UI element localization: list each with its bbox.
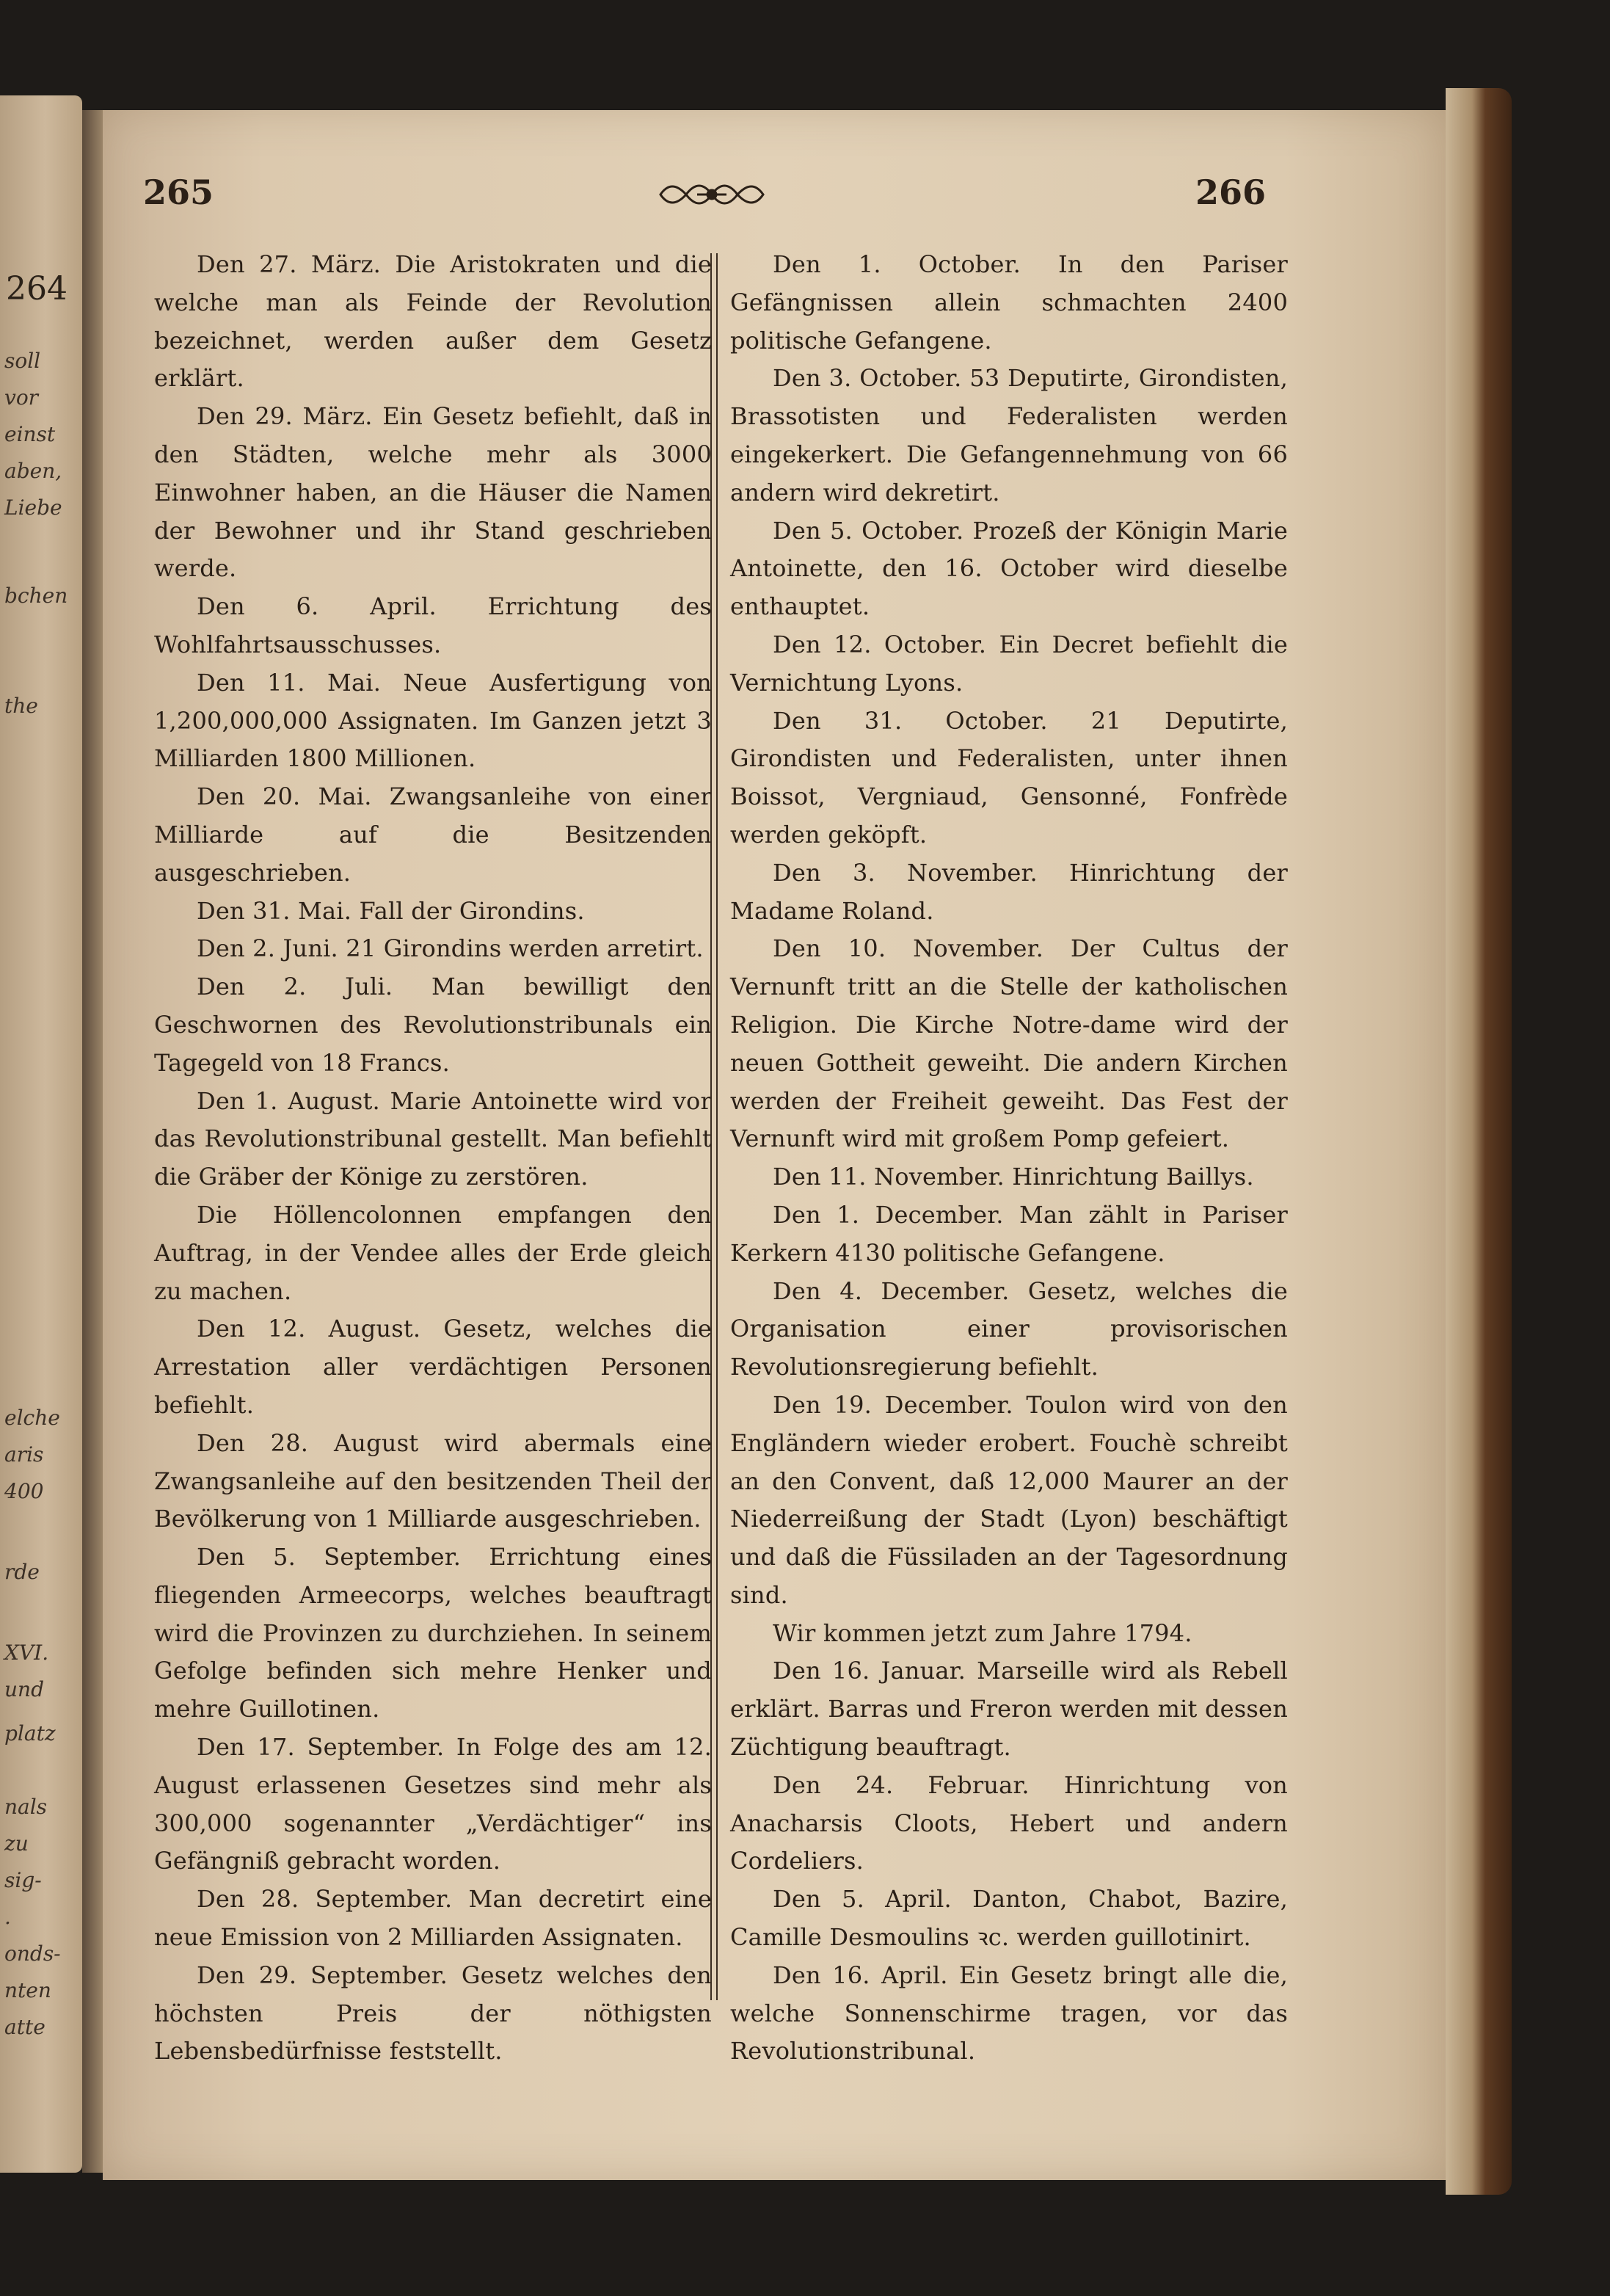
chronicle-entry: Die Höllencolonnen empfangen den Auftrag, in der Vendee alles der Erde gleich zu machen. [154, 1200, 712, 1305]
chronicle-entry: Den 12. October. Ein Decret befiehlt die Vernichtung Lyons. [730, 630, 1288, 697]
book-gutter [82, 110, 103, 2173]
previous-page-fragment: einst [4, 422, 56, 446]
page-header [143, 172, 1266, 231]
previous-page-fragment: nals [4, 1795, 48, 1819]
previous-page-fragment: XVI. [4, 1641, 49, 1665]
column-divider [710, 253, 718, 2000]
previous-page-fragment: rde [4, 1560, 40, 1584]
previous-page-fragment: nten [4, 1978, 51, 2002]
left-page-number: 265 [143, 172, 214, 212]
chronicle-entry: Den 1. December. Man zählt in Pariser Kerkern 4130 politische Gefangene. [730, 1200, 1288, 1267]
chronicle-entry: Den 11. Mai. Neue Ausfertigung von 1,200,000,000 Assignaten. Im Ganzen jetzt 3 Milliarden 1800 Millionen. [154, 668, 712, 773]
right-page-number: 266 [1195, 172, 1266, 212]
previous-page-fragment: elche [4, 1406, 60, 1430]
book-cover-edge [1446, 88, 1512, 2195]
chronicle-entry: Den 12. August. Gesetz, welches die Arrestation aller verdächtigen Personen befiehlt. [154, 1315, 712, 1419]
chronicle-entry: Den 28. August wird abermals eine Zwangsanleihe auf den besitzenden Theil der Bevölkerung von 1 Milliarde ausgeschrieben. [154, 1428, 712, 1533]
previous-page-fragment: the [4, 694, 38, 718]
previous-page-fragment: soll [4, 349, 41, 373]
chronicle-entry: Den 17. September. In Folge des am 12. August erlassenen Gesetzes sind mehr als 300,000 sogenannter „Verdächtiger“ ins Gefängniß gebracht worden. [154, 1733, 712, 1875]
chronicle-entry: Den 19. December. Toulon wird von den Engländern wieder erobert. Fouchè schreibt an den Convent, daß 12,000 Maurer an der Niederreißung der Stadt (Lyon) beschäftigt und daß die Füssiladen an der Tagesordnung sind. [730, 1390, 1288, 1609]
chronicle-entry: Den 5. April. Danton, Chabot, Bazire, Camille Desmoulins ꝛc. werden guillotinirt. [730, 1885, 1288, 1952]
chronicle-entry: Den 2. Juni. 21 Girondins werden arretirt. [197, 934, 704, 963]
chronicle-entry: Den 27. März. Die Aristokraten und die welche man als Feinde der Revolution bezeichnet, werden außer dem Gesetz erklärt. [154, 250, 712, 393]
previous-page-fragment: sig- [4, 1868, 42, 1892]
chronicle-entry: Den 6. April. Errichtung des Wohlfahrtsausschusses. [154, 592, 712, 658]
chronicle-entry: Den 11. November. Hinrichtung Baillys. [773, 1163, 1254, 1191]
previous-page-fragment: zu [4, 1831, 29, 1856]
previous-page-fragment: 400 [4, 1479, 44, 1503]
chronicle-entry: Den 5. September. Errichtung eines fliegenden Armeecorps, welches beauftragt wird die Provinzen zu durchziehen. In seinem Gefolge befinden sich mehre Henker und mehre Guillotinen. [154, 1543, 712, 1723]
chronicle-entry: Den 31. October. 21 Deputirte, Girondisten und Federalisten, unter ihnen Boissot, Vergniaud, Gensonné, Fonfrède werden geköpft. [730, 706, 1288, 849]
chronicle-entry: Den 28. September. Man decretirt eine neue Emission von 2 Milliarden Assignaten. [154, 1885, 712, 1952]
right-text-column [730, 246, 1288, 2071]
chronicle-entry: Den 29. März. Ein Gesetz befiehlt, daß in den Städten, welche mehr als 3000 Einwohner haben, an die Häuser die Namen der Bewohner und ihr Stand geschrieben werde. [154, 402, 712, 583]
previous-page-fragment: vor [4, 385, 39, 410]
chronicle-entry: Den 29. September. Gesetz welches den höchsten Preis der nöthigsten Lebensbedürfnisse feststellt. [154, 1961, 712, 2066]
chronicle-entry: Den 16. April. Ein Gesetz bringt alle die, welche Sonnenschirme tragen, vor das Revolutionstribunal. [730, 1961, 1288, 2066]
previous-page-edge [0, 95, 82, 2173]
chronicle-entry: Den 3. November. Hinrichtung der Madame Roland. [730, 858, 1288, 925]
previous-page-number: 264 [6, 270, 68, 308]
chronicle-entry: Den 3. October. 53 Deputirte, Girondisten, Brassotisten und Federalisten werden eingekerkert. Die Gefangennehmung von 66 andern wird dekretirt. [730, 364, 1288, 506]
previous-page-fragment: onds- [4, 1941, 61, 1966]
chronicle-entry: Den 4. December. Gesetz, welches die Organisation einer provisorischen Revolutionsregierung befiehlt. [730, 1276, 1288, 1381]
left-text-column [154, 246, 712, 2071]
previous-page-fragment: atte [4, 2015, 45, 2039]
chronicle-entry: Den 24. Februar. Hinrichtung von Anacharsis Cloots, Hebert und andern Cordeliers. [730, 1770, 1288, 1875]
previous-page-fragment: bchen [4, 584, 68, 608]
previous-page-fragment: aris [4, 1442, 44, 1467]
chronicle-entry: Den 1. October. In den Pariser Gefängnissen allein schmachten 2400 politische Gefangene. [730, 250, 1288, 355]
previous-page-fragment: Liebe [4, 495, 62, 520]
ornament-icon [657, 172, 767, 217]
chronicle-entry: Wir kommen jetzt zum Jahre 1794. [773, 1619, 1192, 1647]
chronicle-entry: Den 1. August. Marie Antoinette wird vor das Revolutionstribunal gestellt. Man befiehlt die Gräber der Könige zu zerstören. [154, 1086, 712, 1191]
chronicle-entry: Den 10. November. Der Cultus der Vernunft tritt an die Stelle der katholischen Religion. Die Kirche Notre-dame wird der neuen Gottheit geweiht. Die andern Kirchen werden der Freiheit geweiht. Das Fest der Vernunft wird mit großem Pomp gefeiert. [730, 934, 1288, 1153]
chronicle-entry: Den 20. Mai. Zwangsanleihe von einer Milliarde auf die Besitzenden ausgeschrieben. [154, 782, 712, 887]
previous-page-fragment: platz [4, 1721, 56, 1745]
previous-page-fragment: . [4, 1905, 11, 1929]
previous-page-fragment: und [4, 1677, 44, 1701]
chronicle-entry: Den 2. Juli. Man bewilligt den Geschwornen des Revolutionstribunals ein Tagegeld von 18 Francs. [154, 973, 712, 1077]
chronicle-entry: Den 5. October. Prozeß der Königin Marie Antoinette, den 16. October wird dieselbe enthauptet. [730, 516, 1288, 621]
chronicle-entry: Den 31. Mai. Fall der Girondins. [197, 896, 585, 925]
chronicle-entry: Den 16. Januar. Marseille wird als Rebell erklärt. Barras und Freron werden mit dessen Züchtigung beauftragt. [730, 1657, 1289, 1762]
previous-page-fragment: aben, [4, 459, 62, 483]
